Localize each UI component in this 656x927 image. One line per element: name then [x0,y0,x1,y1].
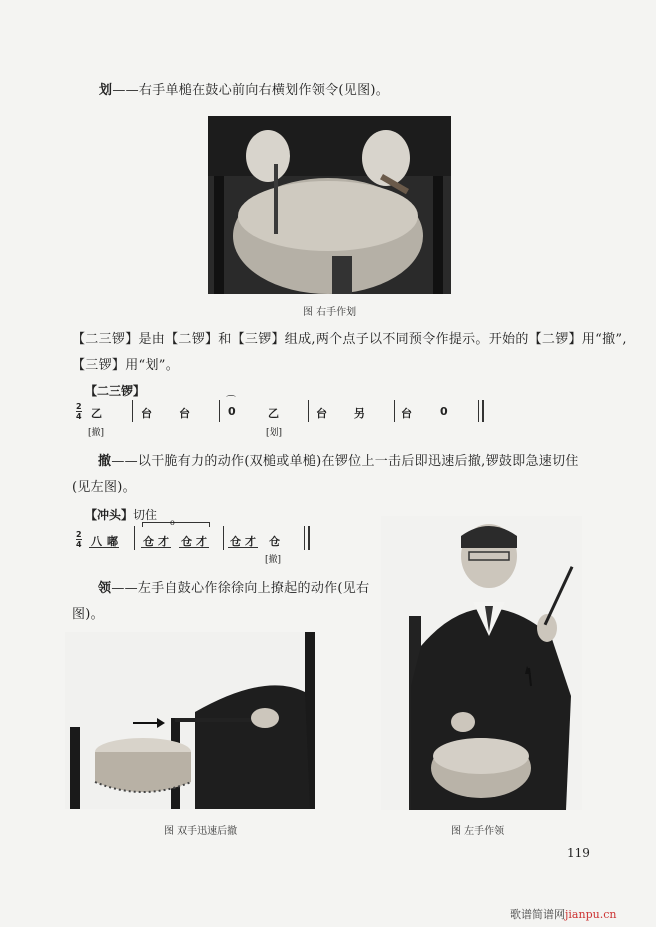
paragraph-che [72,449,632,501]
paragraph-ling [72,576,372,628]
watermark [510,906,616,922]
note: 才 [196,535,207,548]
notation-title-chong-tou-text: 【冲头】 [85,508,134,522]
note: 嘟 [107,535,118,548]
page-number: 119 [567,846,590,860]
time-signature-1: 2 4 [76,402,82,421]
notation-title-er-san-luo: 【二三锣】 [85,384,146,398]
photo-right-hand-hua [208,116,451,294]
final-barline [308,526,310,550]
final-barline [482,400,484,422]
time-signature-2: 2 4 [76,530,82,549]
caption-right-hand-hua: 图 右手作划 [303,307,357,318]
barline [219,400,220,422]
term-ling: 领 [98,581,112,596]
note: 乙 [268,407,279,420]
final-barline [304,526,305,550]
term-che: 撤 [98,454,112,469]
ling-text: ——左手自鼓心作徐徐向上撩起的动作(见右 [111,581,370,596]
paragraph-ling-line2: 图)。 [72,607,104,622]
mark-che: [撤] [265,555,282,565]
barline [223,526,224,550]
note: 台 [401,407,412,420]
beam [179,547,209,548]
note: 八 [91,535,102,548]
note: 乙 [91,407,102,420]
che-text: ——以干脆有力的动作(双槌或单槌)在锣位上一击后即迅速后撤,锣鼓即急速切住 [111,454,579,469]
beam [141,547,171,548]
hua-text: ——右手单槌在鼓心前向右横划作领令(见图)。 [112,83,390,98]
note: 0 [440,405,448,418]
note: 0 [228,405,236,418]
paragraph-hua [99,78,389,104]
tie-circle-icon: o [170,518,175,527]
paragraph-er-san-luo [72,327,632,379]
note: 台 [179,407,190,420]
caption-both-hands-che: 图 双手迅速后撤 [164,826,238,837]
term-hua: 划 [99,83,113,98]
beam [228,547,258,548]
watermark-en: jianpu.cn [565,908,617,921]
watermark-cn: 歌谱简谱网 [510,908,565,921]
note: 仓 [143,535,154,548]
photo-both-hands-che [65,632,315,809]
final-barline [478,400,479,422]
mark-hua: [划] [266,428,283,438]
note: 仓 [181,535,192,548]
tie-icon [142,522,210,527]
barline [134,526,135,550]
beam [89,547,119,548]
barline [308,400,309,422]
barline [394,400,395,422]
notation-subtitle-qie-zhu: 切住 [133,508,158,522]
note: 台 [141,407,152,420]
note: 另 [354,407,365,420]
note: 才 [158,535,169,548]
caption-left-hand-ling: 图 左手作领 [451,826,505,837]
paragraph-er-san-luo-line1: 【二三锣】是由【二锣】和【三锣】组成,两个点子以不同预令作提示。开始的【二锣】用“撤”, [72,332,627,347]
barline [132,400,133,422]
note: 仓 [230,535,241,548]
mark-che: [撤] [88,428,105,438]
note: 才 [245,535,256,548]
paragraph-che-line2: (见左图)。 [72,480,136,495]
note: 台 [316,407,327,420]
note: 仓 [269,535,280,548]
paragraph-er-san-luo-line2: 【三锣】用“划”。 [72,358,179,373]
fermata-icon: ⌒ [226,396,236,407]
photo-left-hand-ling [381,516,582,810]
notation-title-chong-tou [85,506,157,523]
